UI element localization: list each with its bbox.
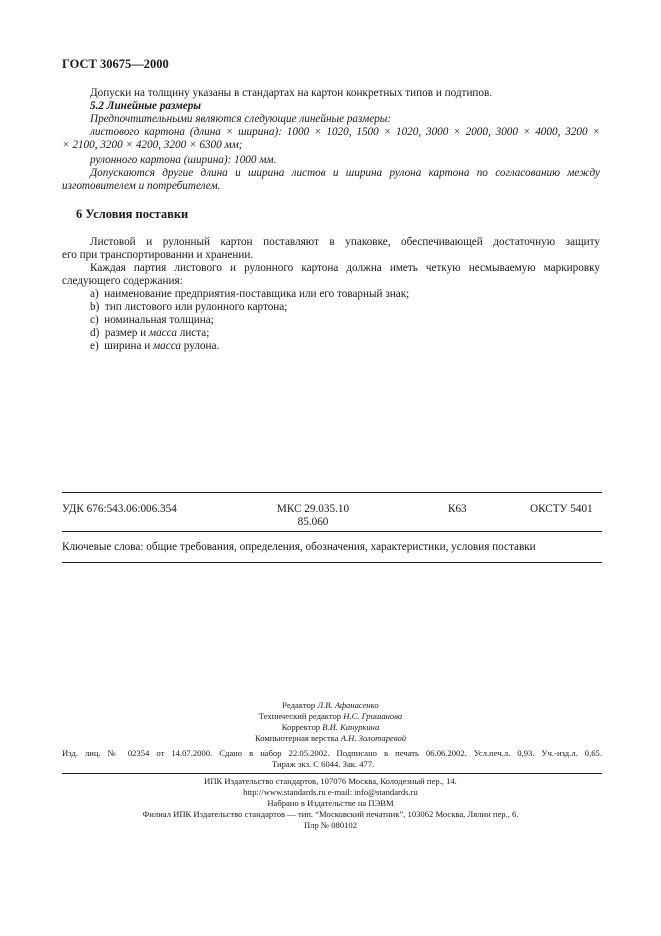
publisher-address: ИПК Издательство стандартов, 107076 Москва, Колодезный пер., 14.: [204, 776, 457, 786]
list-item: [90, 314, 214, 327]
list-marker: e): [90, 340, 99, 352]
layout-name: А.Н. Золотаревой: [340, 733, 407, 743]
editor-label: Редактор: [282, 700, 316, 710]
sheet-sizes-line-1: листового картона (длина × ширина): 1000 × 1020, 1500 × 1020, 3000 × 2000, 3000 × 4000, 3200 ×: [90, 126, 600, 138]
list-marker: a): [90, 288, 99, 300]
divider-bottom: [62, 562, 602, 563]
printing-house: Филиал ИПК Издательство стандартов — тип. “Московский печатник”, 103062 Москва, Лялин пер., 6.: [142, 809, 519, 819]
divider-top: [62, 492, 602, 493]
divider-middle: [62, 531, 602, 532]
roll-width-line: рулонного картона (ширина): 1000 мм.: [90, 154, 277, 166]
tech-editor-label: Технический редактор: [258, 711, 342, 721]
subsection-title: 5.2 Линейные размеры: [90, 100, 202, 112]
corrector-line: [0, 722, 661, 733]
publication-details-line-2: Тираж экз. С 6044. Зак. 477.: [272, 759, 375, 769]
list-marker: b): [90, 301, 100, 313]
publisher-web: http://www.standards.ru e-mail: info@standards.ru: [243, 787, 418, 797]
editor-line: [0, 700, 661, 711]
tech-editor-name: Н.С. Гришанова: [343, 711, 403, 721]
mks-code-line-1: МКС 29.035.10: [276, 503, 350, 515]
list-item-text-italic: масса: [148, 327, 177, 339]
list-item-text-italic: масса: [153, 340, 181, 352]
udk-code: УДК 676:543.06:006.354: [62, 503, 177, 515]
list-item: [90, 340, 219, 353]
other-sizes-line-2: изготовителем и потребителем.: [62, 180, 221, 192]
list-marker: d): [90, 327, 100, 339]
list-item: [90, 327, 209, 340]
corrector-label: Корректор: [281, 722, 321, 732]
okstu-code: ОКСТУ 5401: [530, 503, 593, 515]
list-item-text-end: листа;: [176, 327, 210, 339]
list-item-text: наименование предприятия-поставщика или его товарный знак;: [104, 288, 410, 300]
other-sizes-line-1: Допускаются другие длина и ширина листов и ширина рулона картона по согласованию между: [90, 167, 600, 179]
imprint-divider: [62, 773, 602, 774]
publication-details-line-1: Изд. лиц. № 02354 от 14.07.2000. Сдано в набор 22.05.2002. Подписано в печать 06.06.2002. Усл.печ.л. 0,93. Уч.-изд.л. 0,65.: [62, 748, 602, 758]
list-item-text: размер и: [104, 327, 149, 339]
plr-number: Плр № 080102: [303, 820, 358, 830]
list-item: [90, 301, 287, 314]
list-item-text: тип листового или рулонного картона;: [104, 301, 288, 313]
k-code: К63: [448, 503, 467, 515]
delivery-para-1-line-2: его при транспортировании и хранении.: [62, 249, 254, 261]
delivery-para-2-line-1: Каждая партия листового и рулонного картона должна иметь четкую несмываемую маркировку: [90, 262, 600, 274]
document-code: ГОСТ 30675—2000: [62, 57, 169, 71]
list-item-text-end: рулона.: [180, 340, 220, 352]
delivery-para-2-line-2: следующего содержания:: [62, 275, 183, 287]
layout-line: [0, 733, 661, 744]
preferred-sizes-intro: Предпочтительными являются следующие линейные размеры:: [90, 113, 392, 125]
mks-code: [272, 503, 354, 529]
list-item: [90, 288, 409, 301]
tolerance-note: Допуски на толщину указаны в стандартах на картон конкретных типов и подтипов.: [90, 87, 493, 99]
tech-editor-line: [0, 711, 661, 722]
list-item-text: номинальная толщина;: [104, 314, 214, 326]
delivery-para-1-line-1: Листовой и рулонный картон поставляют в упаковке, обеспечивающей достаточную защиту: [90, 236, 600, 248]
editor-name: Л.В. Афанасенко: [317, 700, 379, 710]
mks-code-line-2: 85.060: [297, 516, 329, 528]
layout-label: Компьютерная верстка: [254, 733, 339, 743]
list-item-text: ширина и: [104, 340, 154, 352]
list-marker: c): [90, 314, 99, 326]
section-6-title: 6 Условия поставки: [76, 207, 189, 221]
typeset-note: Набрано в Издательстве на ПЭВМ: [267, 798, 394, 808]
sheet-sizes-line-2: × 2100, 3200 × 4200, 3200 × 6300 мм;: [62, 139, 243, 151]
corrector-name: В.И. Кануркина: [322, 722, 380, 732]
keywords: Ключевые слова: общие требования, определения, обозначения, характеристики, условия поставки: [62, 541, 536, 553]
